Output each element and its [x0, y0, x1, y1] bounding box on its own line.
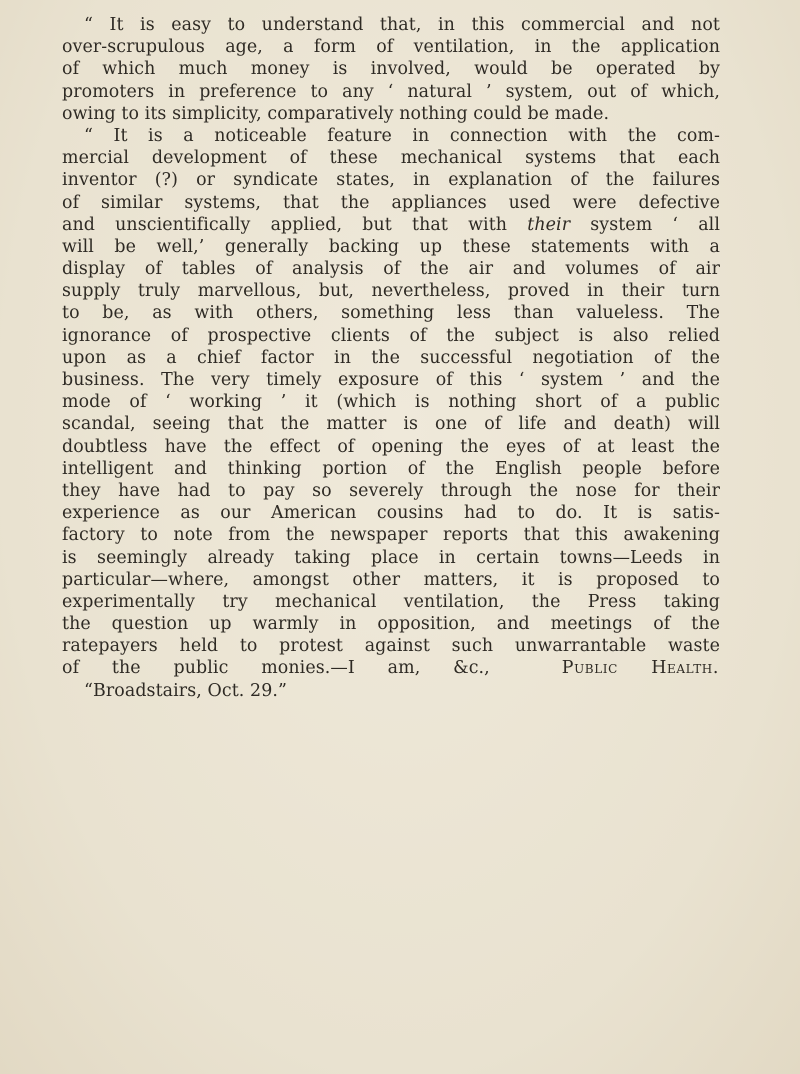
text-line: promoters in preference to any ‘ natural ’ system, out of which, [62, 81, 720, 102]
text-line: is seemingly already taking place in certain towns—Leeds in [62, 547, 720, 568]
text-line-with-italic [62, 214, 720, 236]
signature: Public Health. [561, 658, 719, 679]
text-line: over-scrupulous age, a form of ventilation, in the application [62, 37, 720, 58]
text-line: scandal, seeing that the matter is one of life and death) will [62, 414, 720, 435]
closing-line [62, 657, 720, 679]
text-line: owing to its simplicity, comparatively nothing could be made. [62, 103, 610, 124]
text-line: experience as our American cousins had to do. It is satis- [62, 503, 720, 524]
text-line: of similar systems, that the appliances used were defective [62, 192, 720, 213]
text-line: upon as a chief factor in the successful negotiation of the [62, 347, 720, 368]
text-line: to be, as with others, something less than valueless. The [62, 303, 720, 324]
text-line: particular—where, amongst other matters, it is proposed to [62, 569, 720, 590]
text-line: doubtless have the effect of opening the eyes of at least the [62, 436, 720, 457]
text-line: of which much money is involved, would be operated by [62, 59, 720, 80]
text-line: mode of ‘ working ’ it (which is nothing short of a public [62, 392, 720, 413]
text-fragment: system ‘ all [590, 214, 720, 235]
text-line: “ It is a noticeable feature in connection with the com- [84, 125, 720, 146]
text-line: display of tables of analysis of the air and volumes of air [62, 259, 720, 280]
text-line: supply truly marvellous, but, nevertheless, proved in their turn [62, 281, 720, 302]
text-line: experimentally try mechanical ventilation, the Press taking [62, 591, 720, 612]
text-line: “ It is easy to understand that, in this commercial and not [84, 15, 720, 35]
text-line: ratepayers held to protest against such unwarrantable waste [62, 636, 720, 657]
text-line: business. The very timely exposure of this ‘ system ’ and the [62, 370, 720, 390]
text-line: mercial development of these mechanical systems that each [62, 148, 720, 169]
closing-text: of the public monies.—I am, &c., [62, 658, 490, 679]
letter-text [62, 14, 720, 702]
text-line: inventor (?) or syndicate states, in explanation of the failures [62, 170, 720, 191]
text-line: intelligent and thinking portion of the English people before [62, 458, 720, 479]
text-line: ignorance of prospective clients of the subject is also relied [62, 325, 720, 346]
text-fragment: and unscientifically applied, but that with [62, 214, 508, 235]
italic-word: their [527, 214, 571, 235]
text-line: factory to note from the newspaper reports that this awakening [62, 525, 720, 546]
text-line: the question up warmly in opposition, and meetings of the [62, 614, 720, 635]
text-line: will be well,’ generally backing up these statements with a [62, 236, 720, 257]
text-line: they have had to pay so severely through the nose for their [62, 480, 720, 501]
dateline: “Broadstairs, Oct. 29.” [84, 680, 287, 701]
